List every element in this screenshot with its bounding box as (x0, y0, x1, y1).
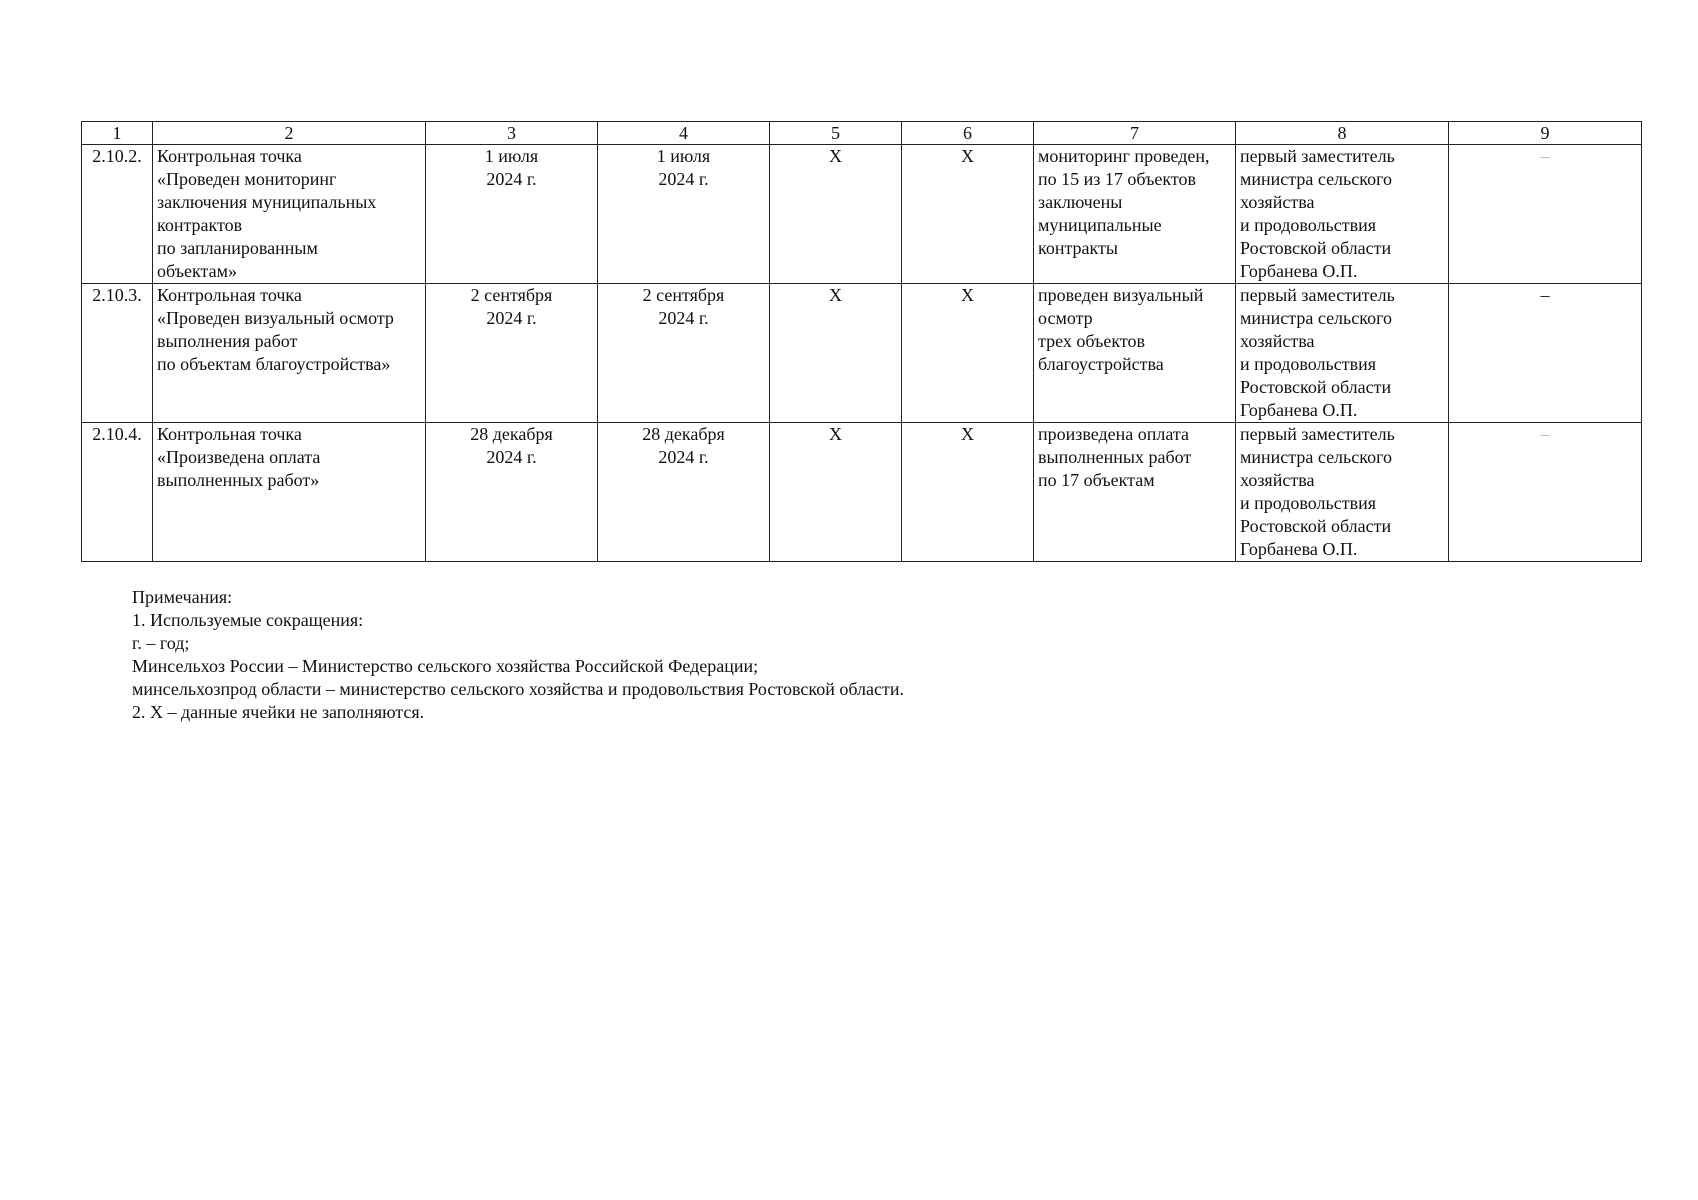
note-line: г. – год; (132, 633, 190, 653)
row-number: 2.10.2. (82, 145, 153, 284)
col6-cell: X (902, 145, 1034, 284)
planned-date: 28 декабря 2024 г. (426, 423, 598, 562)
header-col-6: 6 (902, 122, 1034, 145)
responsible-cell: первый заместитель министра сельского хозяйства и продовольствия Ростовской области Горбанева О.П. (1236, 423, 1449, 562)
control-point-name: Контрольная точка «Произведена оплата выполненных работ» (153, 423, 426, 562)
header-col-2: 2 (153, 122, 426, 145)
result-cell: мониторинг проведен, по 15 из 17 объектов заключены муниципальные контракты (1034, 145, 1236, 284)
row-number: 2.10.4. (82, 423, 153, 562)
table-row (82, 145, 1642, 284)
col6-cell: X (902, 423, 1034, 562)
header-col-3: 3 (426, 122, 598, 145)
table-row (82, 423, 1642, 562)
notes-title: Примечания: (132, 587, 233, 607)
note-line: 2. X – данные ячейки не заполняются. (132, 702, 425, 722)
row-number: 2.10.3. (82, 284, 153, 423)
col5-cell: X (770, 145, 902, 284)
result-cell: проведен визуальный осмотр трех объектов благоустройства (1034, 284, 1236, 423)
responsible-cell: первый заместитель министра сельского хозяйства и продовольствия Ростовской области Горбанева О.П. (1236, 145, 1449, 284)
header-col-9: 9 (1449, 122, 1642, 145)
note-line: Минсельхоз России – Министерство сельского хозяйства Российской Федерации; (132, 656, 759, 676)
notes-section (132, 586, 904, 724)
table-row (82, 284, 1642, 423)
control-point-name: Контрольная точка «Проведен мониторинг заключения муниципальных контрактов по запланированным объектам» (153, 145, 426, 284)
actual-date: 2 сентября 2024 г. (598, 284, 770, 423)
col9-cell: – (1449, 145, 1642, 284)
col9-cell: – (1449, 284, 1642, 423)
responsible-cell: первый заместитель министра сельского хозяйства и продовольствия Ростовской области Горбанева О.П. (1236, 284, 1449, 423)
planned-date: 2 сентября 2024 г. (426, 284, 598, 423)
actual-date: 1 июля 2024 г. (598, 145, 770, 284)
control-point-name: Контрольная точка «Проведен визуальный осмотр выполнения работ по объектам благоустройства» (153, 284, 426, 423)
header-col-1: 1 (82, 122, 153, 145)
table-header-row (82, 122, 1642, 145)
control-points-table (81, 121, 1642, 562)
note-line: минсельхозпрод области – министерство сельского хозяйства и продовольствия Ростовской области. (132, 679, 905, 699)
col9-cell: – (1449, 423, 1642, 562)
header-col-7: 7 (1034, 122, 1236, 145)
result-cell: произведена оплата выполненных работ по 17 объектам (1034, 423, 1236, 562)
col5-cell: X (770, 423, 902, 562)
col6-cell: X (902, 284, 1034, 423)
header-col-5: 5 (770, 122, 902, 145)
col5-cell: X (770, 284, 902, 423)
note-line: 1. Используемые сокращения: (132, 610, 364, 630)
header-col-8: 8 (1236, 122, 1449, 145)
actual-date: 28 декабря 2024 г. (598, 423, 770, 562)
header-col-4: 4 (598, 122, 770, 145)
planned-date: 1 июля 2024 г. (426, 145, 598, 284)
